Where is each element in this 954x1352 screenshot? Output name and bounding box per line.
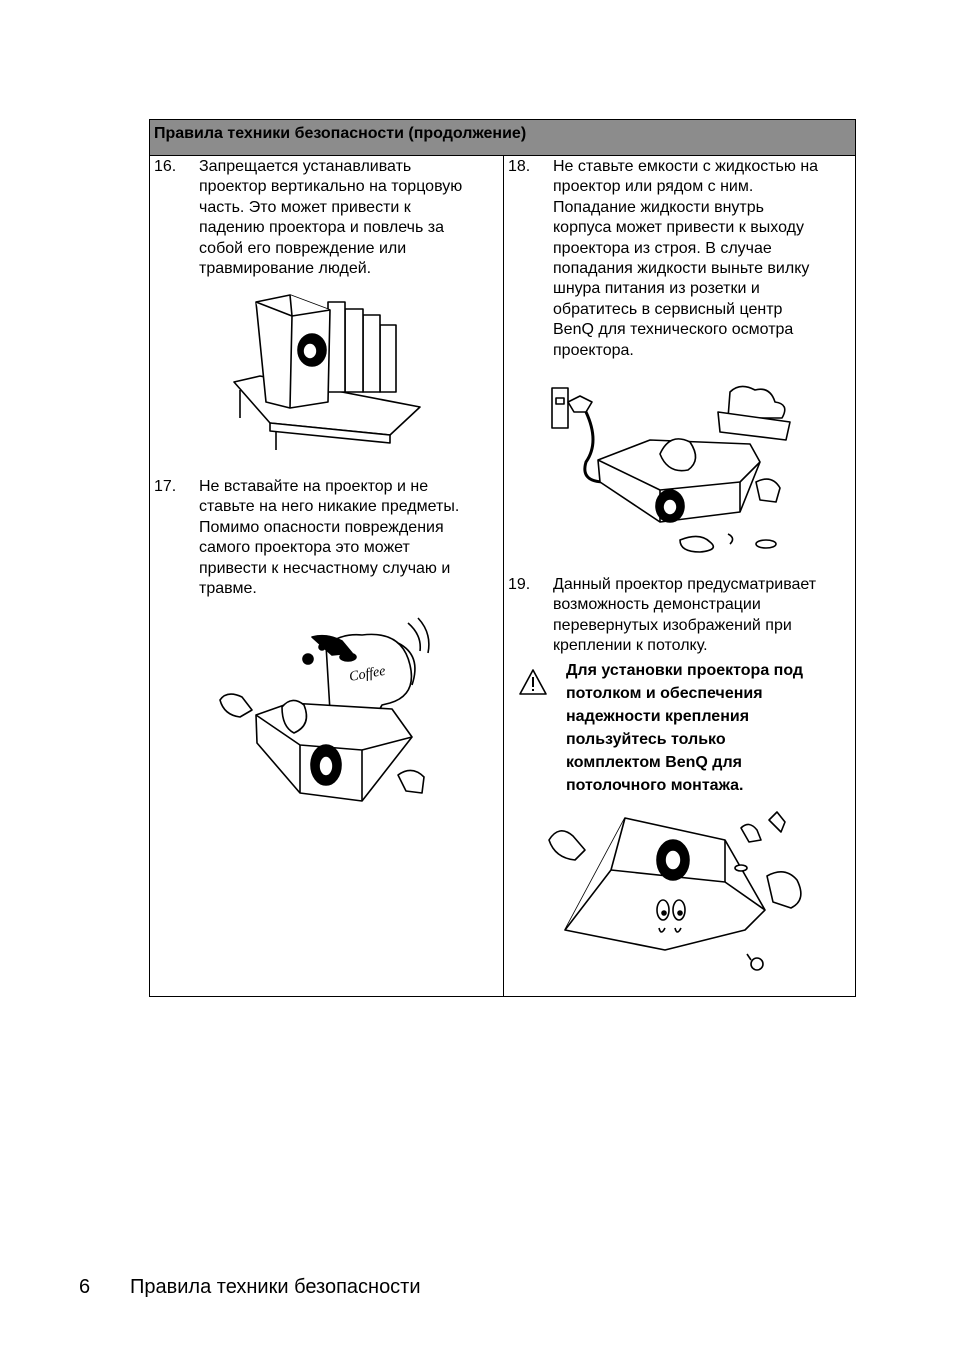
table-header: Правила техники безопасности (продолжение) [150,120,855,156]
text-line: часть. Это может привести к [199,198,411,216]
text-line: Не ставьте емкости с жидкостью на [553,158,819,175]
page-number: 6 [79,1276,91,1298]
text-line: проектор вертикально на торцовую [199,178,463,196]
text-line: Попадание жидкости внутрь [553,198,764,216]
item-text [553,575,816,657]
text-line: обратитесь в сервисный центр [553,300,783,318]
coffee-on-projector-illustration [212,615,442,805]
warning-line: потолком и обеспечения [566,685,763,702]
coffee-label: Coffee [348,663,387,685]
text-line: креплении к потолку. [553,637,708,655]
safety-table [149,119,856,997]
text-line: Данный проектор предусматривает [553,576,817,593]
item-number: 18. [508,158,531,175]
warning-line: пользуйтесь только [566,731,726,748]
text-line: ставьте на него никакие предметы. [199,498,460,516]
text-line: травме. [199,580,257,598]
projector-vertical-illustration [230,290,425,455]
ceiling-projector-illustration [545,810,810,980]
text-line: шнура питания из розетки и [553,280,760,298]
text-line: BenQ для технического осмотра [553,321,794,339]
item-text [553,157,818,361]
text-line: проектор или рядом с ним. [553,178,754,196]
text-line: Не вставайте на проектор и не [199,478,429,495]
text-line: Запрещается устанавливать [199,158,412,175]
warning-line: Для установки проектора под [566,662,804,679]
footer-title: Правила техники безопасности [130,1276,421,1298]
item-number: 17. [154,478,177,495]
text-line: травмирование людей. [199,260,372,278]
text-line: падению проектора и повлечь за [199,219,444,237]
text-line: Помимо опасности повреждения [199,518,444,536]
text-line: проектора. [553,341,634,359]
column-divider [503,156,504,996]
item-text [199,157,462,279]
liquid-spill-illustration [550,382,805,562]
warning-line: потолочного монтажа. [566,777,744,794]
text-line: перевернутых изображений при [553,616,792,634]
ceiling-mount-warning [566,659,856,797]
warning-icon [518,668,548,696]
item-text [199,477,459,599]
item-number: 19. [508,576,531,593]
text-line: собой его повреждение или [199,239,407,257]
text-line: проектора из строя. В случае [553,239,772,257]
item-number: 16. [154,158,177,175]
text-line: возможность демонстрации [553,596,761,614]
text-line: привести к несчастному случаю и [199,559,451,577]
text-line: самого проектора это может [199,539,410,557]
text-line: попадания жидкости выньте вилку [553,260,810,278]
warning-line: комплектом BenQ для [566,754,742,771]
text-line: корпуса может привести к выходу [553,219,804,237]
warning-line: надежности крепления [566,708,750,725]
